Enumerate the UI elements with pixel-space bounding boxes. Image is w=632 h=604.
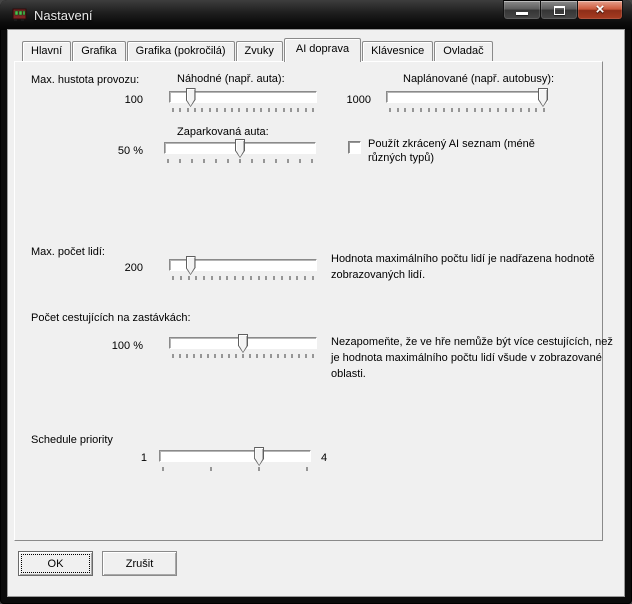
titlebar[interactable] <box>0 0 632 30</box>
stop-passengers-slider[interactable] <box>169 334 317 360</box>
maximize-icon <box>554 6 565 15</box>
slider-ticks <box>173 276 313 281</box>
tab-klavesnice[interactable]: Klávesnice <box>362 41 433 61</box>
schedule-priority-max: 4 <box>321 452 328 464</box>
tab-zvuky[interactable]: Zvuky <box>236 41 283 61</box>
tab-grafika[interactable]: Grafika <box>72 41 125 61</box>
minimize-icon <box>516 12 528 15</box>
slider-thumb[interactable] <box>238 334 248 353</box>
planned-traffic-value: 1000 <box>346 94 371 106</box>
max-people-value: 200 <box>124 262 143 274</box>
max-people-slider[interactable] <box>169 256 317 282</box>
schedule-priority-min: 1 <box>140 452 147 464</box>
slider-channel[interactable] <box>386 91 548 103</box>
close-icon: × <box>595 1 605 18</box>
stop-passengers-note: Nezapomeňte, že ve hře nemůže být více cestujících, než je hodnota maximálního počtu lidí všude v zobrazované oblasti. <box>331 336 613 380</box>
slider-ticks <box>390 108 544 113</box>
slider-ticks <box>163 467 307 472</box>
parked-cars-slider[interactable] <box>164 139 316 165</box>
planned-traffic-slider[interactable] <box>386 88 548 114</box>
slider-thumb[interactable] <box>235 139 245 158</box>
stop-passengers-heading: Počet cestujících na zastávkách: <box>31 312 191 324</box>
random-traffic-value: 100 <box>124 94 143 106</box>
parked-cars-label: Zaparkovaná auta: <box>177 126 269 138</box>
ok-button[interactable]: OK <box>18 551 93 576</box>
maximize-button[interactable] <box>540 0 578 20</box>
stop-passengers-value: 100 % <box>111 340 143 352</box>
tab-grafika-pokrocila[interactable]: Grafika (pokročilá) <box>127 41 235 61</box>
planned-traffic-label: Naplánované (např. autobusy): <box>403 73 555 85</box>
close-button[interactable] <box>577 0 623 20</box>
slider-ticks <box>173 354 313 359</box>
slider-thumb[interactable] <box>186 88 196 107</box>
schedule-priority-slider[interactable] <box>159 447 311 473</box>
short-ai-list-checkbox-label[interactable]: Použít zkrácený AI seznam (méně různých typů) <box>368 138 535 164</box>
minimize-button[interactable] <box>503 0 541 20</box>
dialog-client-area <box>8 30 624 596</box>
app-icon <box>12 7 28 23</box>
slider-ticks <box>173 108 313 113</box>
caption-buttons <box>504 0 623 20</box>
slider-channel[interactable] <box>159 450 311 462</box>
slider-thumb[interactable] <box>186 256 196 275</box>
window-title: Nastavení <box>34 7 93 23</box>
slider-thumb[interactable] <box>254 447 264 466</box>
cancel-button[interactable]: Zrušit <box>102 551 177 576</box>
max-people-heading: Max. počet lidí: <box>31 246 105 258</box>
slider-thumb[interactable] <box>538 88 548 107</box>
tab-ovladac[interactable]: Ovladač <box>434 41 492 61</box>
schedule-priority-heading: Schedule priority <box>31 434 113 446</box>
tab-ai-doprava[interactable]: AI doprava <box>284 38 361 62</box>
random-traffic-label: Náhodné (např. auta): <box>177 73 285 85</box>
tab-strip <box>22 37 494 61</box>
short-ai-list-checkbox[interactable] <box>348 141 361 154</box>
traffic-density-heading: Max. hustota provozu: <box>31 74 140 86</box>
tab-hlavni[interactable]: Hlavní <box>22 41 71 61</box>
parked-cars-value: 50 % <box>117 145 143 157</box>
random-traffic-slider[interactable] <box>169 88 317 114</box>
ai-traffic-tab-page <box>14 61 613 541</box>
slider-ticks <box>168 159 312 164</box>
max-people-note: Hodnota maximálního počtu lidí je nadřazena hodnotě zobrazovaných lidí. <box>331 253 595 281</box>
